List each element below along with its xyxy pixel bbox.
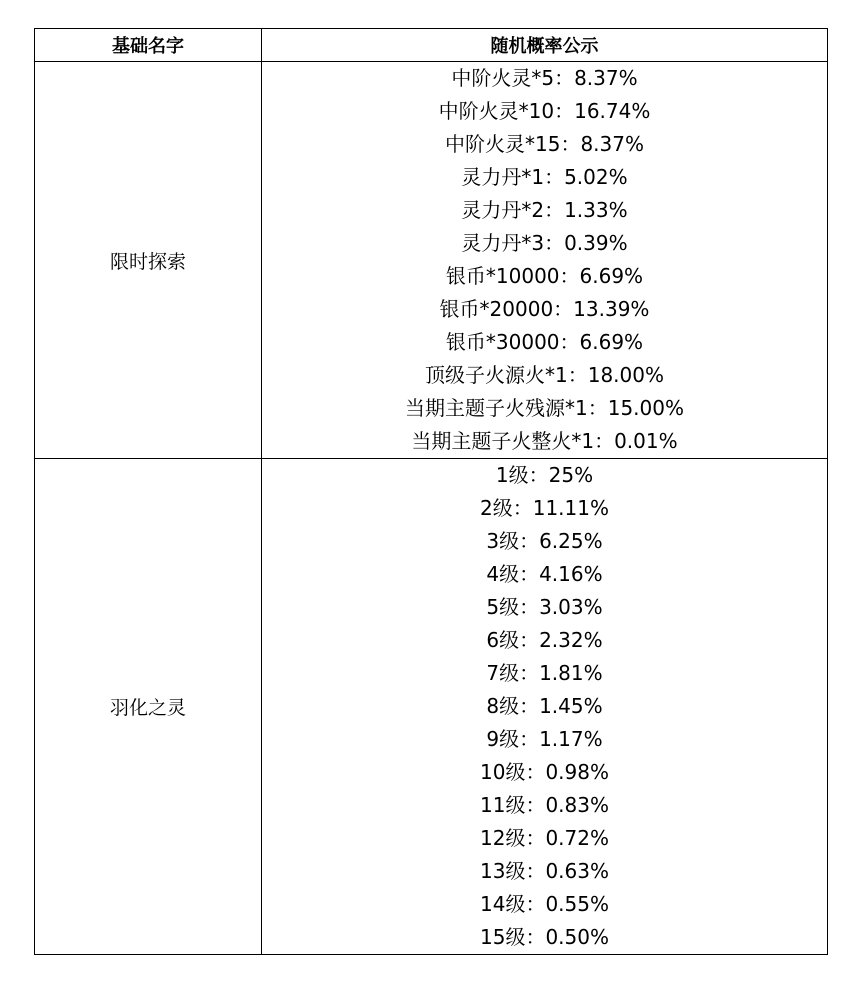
probability-line: 7级：1.81% bbox=[486, 661, 603, 685]
probability-line: 13级：0.63% bbox=[480, 859, 609, 883]
probability-line: 银币*20000：13.39% bbox=[439, 297, 650, 321]
probability-line: 10级：0.98% bbox=[480, 760, 609, 784]
probability-table bbox=[34, 28, 828, 955]
probability-line: 顶级子火源火*1：18.00% bbox=[425, 363, 664, 387]
probability-line: 灵力丹*2：1.33% bbox=[461, 198, 628, 222]
probability-line: 15级：0.50% bbox=[480, 925, 609, 949]
probability-line: 11级：0.83% bbox=[480, 793, 609, 817]
probability-line: 14级：0.55% bbox=[480, 892, 609, 916]
header-row bbox=[35, 29, 828, 62]
row-name-limited-explore: 限时探索 bbox=[35, 62, 262, 459]
probability-line: 4级：4.16% bbox=[486, 562, 603, 586]
header-probability: 随机概率公示 bbox=[262, 29, 828, 62]
probability-line: 9级：1.17% bbox=[486, 727, 603, 751]
probability-line: 中阶火灵*15：8.37% bbox=[445, 132, 644, 156]
probability-line: 银币*10000：6.69% bbox=[445, 264, 644, 288]
probability-line: 当期主题子火整火*1：0.01% bbox=[411, 429, 678, 453]
probability-line: 8级：1.45% bbox=[486, 694, 603, 718]
probability-line: 当期主题子火残源*1：15.00% bbox=[405, 396, 684, 420]
probability-line: 5级：3.03% bbox=[486, 595, 603, 619]
row-values-limited-explore bbox=[262, 62, 828, 459]
table-row bbox=[35, 459, 828, 955]
probability-line: 12级：0.72% bbox=[480, 826, 609, 850]
probability-line: 6级：2.32% bbox=[486, 628, 603, 652]
row-name-feather-spirit: 羽化之灵 bbox=[35, 459, 262, 955]
probability-line: 2级：11.11% bbox=[480, 496, 609, 520]
probability-line: 中阶火灵*10：16.74% bbox=[438, 99, 651, 123]
probability-line: 1级：25% bbox=[495, 463, 594, 487]
probability-line: 灵力丹*1：5.02% bbox=[461, 165, 628, 189]
probability-line: 银币*30000：6.69% bbox=[445, 330, 644, 354]
row-values-feather-spirit bbox=[262, 459, 828, 955]
probability-line: 灵力丹*3：0.39% bbox=[461, 231, 628, 255]
header-base-name: 基础名字 bbox=[35, 29, 262, 62]
probability-line: 3级：6.25% bbox=[486, 529, 603, 553]
table-row bbox=[35, 62, 828, 459]
probability-line: 中阶火灵*5：8.37% bbox=[451, 66, 638, 90]
